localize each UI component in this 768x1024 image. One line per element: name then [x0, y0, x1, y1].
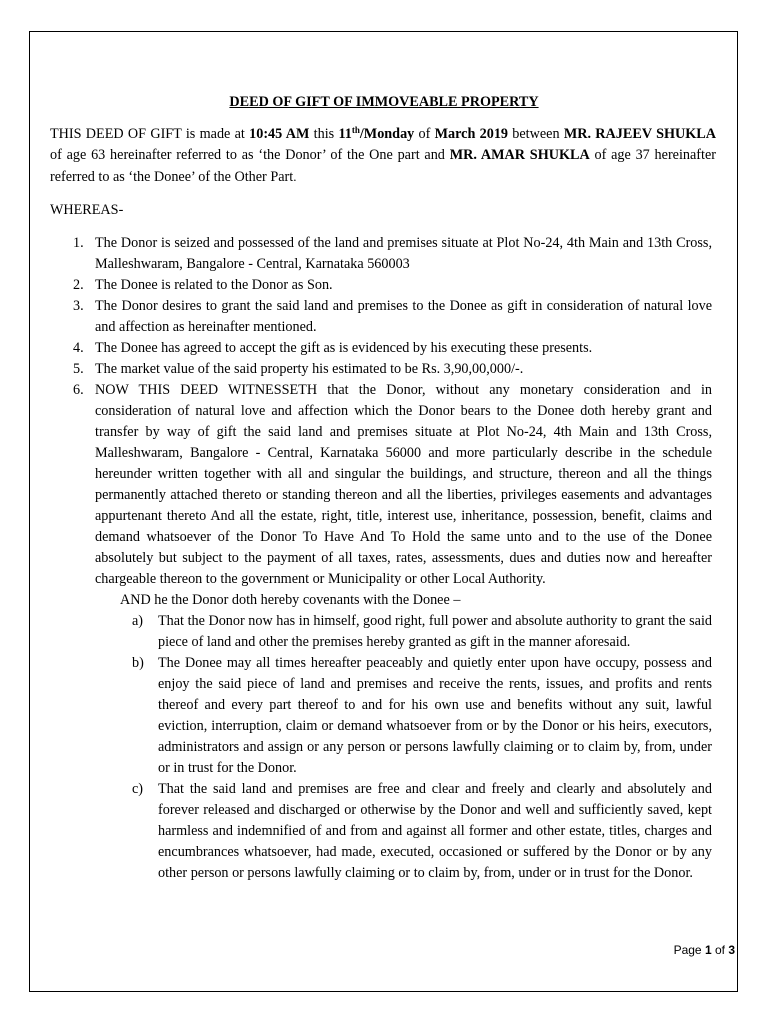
- intro-text: of age 37 hereinafter referred to as ‘the Donee’ of the Other Part: [50, 147, 716, 185]
- list-item: [73, 296, 712, 338]
- list-item-text: The Donor desires to grant the said land and premises to the Donee as gift in consideration of natural love and affection as hereinafter mentioned.: [95, 298, 712, 335]
- list-item: [73, 359, 712, 380]
- list-item-label: c): [132, 781, 144, 797]
- intro-text: of: [414, 126, 435, 142]
- list-item: [73, 275, 712, 296]
- list-item: [73, 338, 712, 359]
- intro-paragraph: [50, 124, 716, 188]
- recital-list: [73, 233, 712, 611]
- list-item-text: The Donee has agreed to accept the gift as is evidenced by his executing these presents.: [95, 340, 593, 356]
- covenant-list: [95, 611, 712, 884]
- deed-day-suffix: th: [351, 125, 360, 135]
- list-item-text: The Donee may all times hereafter peaceably and quietly enter upon have occupy, possess and enjoy the said piece of land and premises and receive the rents, issues, and profits and rents thereof and every part thereof to and for his own use and benefits without any suit, lawful eviction, interruption, claim or demand whatsoever from or by the Donor or his heirs, executors, administrators and assign or any person or persons lawfully claiming or to claim by, from, under or in trust for the Donor.: [158, 655, 712, 776]
- intro-text: between: [508, 126, 564, 142]
- list-item: [132, 779, 712, 884]
- deed-day: [338, 126, 414, 142]
- page-number-current: 1: [704, 943, 712, 957]
- list-item-number: 1.: [73, 235, 84, 251]
- page-number-prefix: Page: [673, 943, 705, 957]
- intro-text: this: [309, 126, 339, 142]
- list-item-label: b): [132, 655, 144, 671]
- list-item-text: The Donee is related to the Donor as Son.: [95, 277, 333, 293]
- deed-time: 10:45 AM: [249, 126, 310, 142]
- donor-name: MR. RAJEEV SHUKLA: [563, 126, 716, 142]
- page-number-middle: of: [711, 943, 729, 957]
- whereas-heading: WHEREAS-: [50, 202, 124, 218]
- list-item-text: The market value of the said property his estimated to be Rs. 3,90,00,000/-.: [95, 361, 524, 377]
- donee-name: MR. AMAR SHUKLA: [449, 147, 590, 163]
- list-item-text: NOW THIS DEED WITNESSETH that the Donor, without any monetary consideration and in consideration of natural love and affection which the Donor bears to the Donee doth hereby grant and transfer by way of gift the said land and premises situate at Plot No-24, 4th Main and 13th Cross, Malleshwaram, Bangalore - Central, Karnataka 56000 and more particularly describe in the schedule hereunder written together with all and singular the buildings, and structure, thereon and all the things permanently attached thereto or standing thereon and all the liberties, privileges easements and advantages appurtenant thereto And all the estate, right, title, interest use, inheritance, possession, benefit, claims and demand whatsoever of the Donor To Have And To Hold the same unto and to the use of the Donee absolutely but subject to the payment of all taxes, rates, assessments, dues and duties now and hereafter chargeable thereon to the government or Municipality or other Local Authority.: [95, 382, 712, 587]
- list-item: [132, 653, 712, 779]
- intro-text: of age 63 hereinafter referred to as ‘the Donor’ of the One part and: [50, 147, 450, 163]
- list-item: [132, 611, 712, 653]
- deed-day-name: /Monday: [359, 126, 415, 142]
- list-item-text: The Donor is seized and possessed of the land and premises situate at Plot No-24, 4th Main and 13th Cross, Malleshwaram, Bangalore - Central, Karnataka 560003: [95, 235, 712, 272]
- list-item-label: a): [132, 613, 144, 629]
- intro-text: .: [293, 169, 297, 184]
- page-number: [674, 943, 735, 957]
- list-item-number: 4.: [73, 340, 84, 356]
- document-title: DEED OF GIFT OF IMMOVEABLE PROPERTY: [229, 94, 539, 110]
- page-number-total: 3: [728, 943, 735, 957]
- covenant-intro: AND he the Donor doth hereby covenants with the Donee –: [120, 592, 461, 608]
- intro-text: THIS DEED OF GIFT is made at: [50, 126, 250, 142]
- list-item-number: 2.: [73, 277, 84, 293]
- deed-day-number: 11: [338, 126, 352, 142]
- list-item: [73, 380, 712, 611]
- list-item-number: 6.: [73, 382, 84, 398]
- list-item: [73, 233, 712, 275]
- list-item-number: 5.: [73, 361, 84, 377]
- list-item-text: That the Donor now has in himself, good right, full power and absolute authority to grant the said piece of land and other the premises hereby granted as gift in the manner aforesaid.: [158, 613, 712, 650]
- list-item-text: That the said land and premises are free and clear and freely and clearly and absolutely and forever released and discharged or otherwise by the Donor and well and sufficiently saved, kept harmless and indemnified of and from and against all former and other estate, titles, charges and encumbrances whatsoever, had made, executed, occasioned or suffered by the Donor or by any other person or persons lawfully claiming or to claim by, from, under or in trust for the Donor.: [158, 781, 712, 881]
- deed-month-year: March 2019: [434, 126, 509, 142]
- list-item-number: 3.: [73, 298, 84, 314]
